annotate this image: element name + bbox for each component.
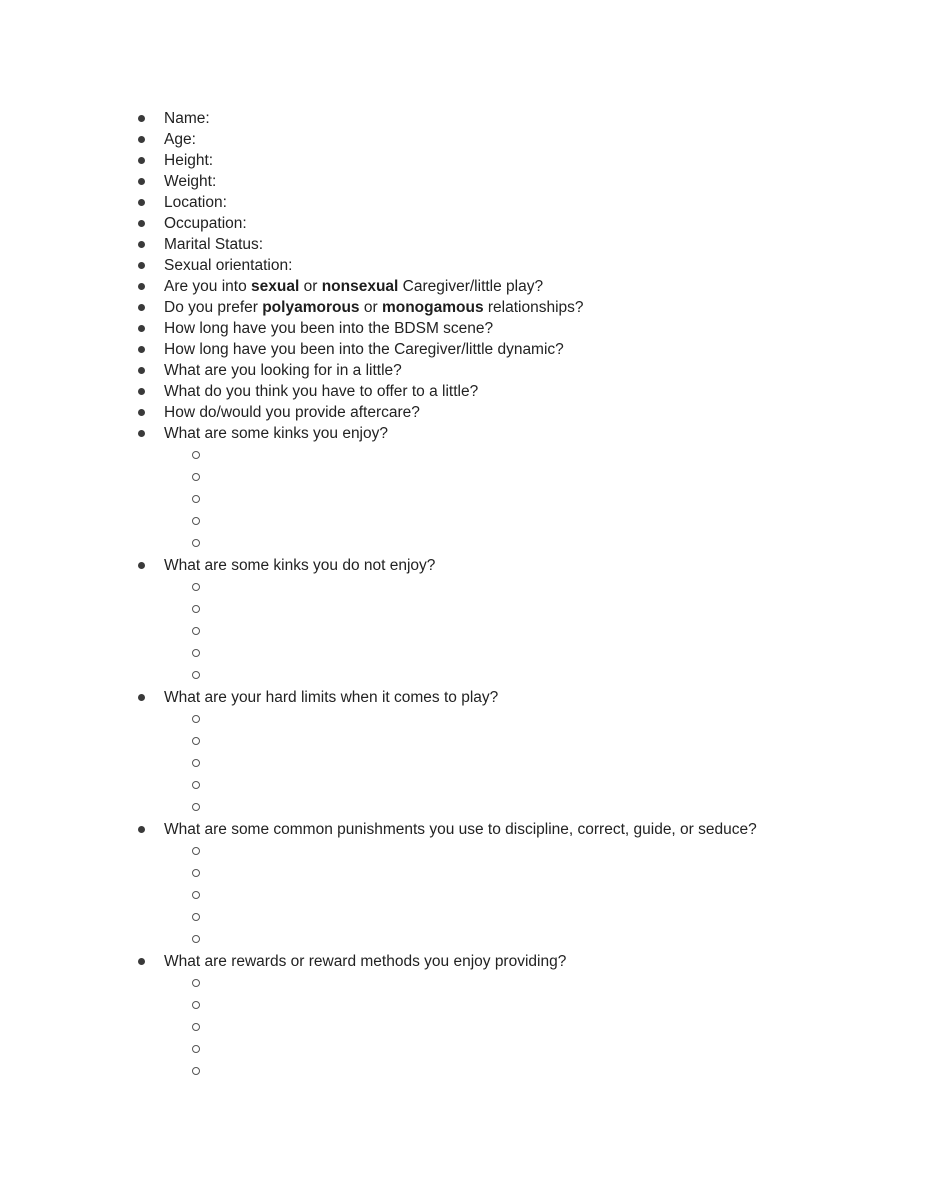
question-text: Occupation:	[164, 215, 247, 232]
question-item	[0, 360, 927, 381]
question-text: Age:	[164, 131, 196, 148]
question-text: What are some kinks you enjoy?	[164, 425, 388, 442]
bullet-icon	[138, 178, 145, 185]
question-text-segment: or	[299, 278, 322, 295]
answer-item	[164, 885, 927, 907]
question-text: What are some kinks you do not enjoy?	[164, 557, 436, 574]
bullet-icon	[138, 283, 145, 290]
hollow-bullet-icon	[192, 517, 200, 525]
answer-item	[164, 511, 927, 533]
answer-sublist	[164, 444, 927, 555]
bullet-icon	[138, 115, 145, 122]
question-text-segment: or	[359, 299, 382, 316]
hollow-bullet-icon	[192, 869, 200, 877]
bullet-icon	[138, 388, 145, 395]
question-item	[0, 255, 927, 276]
question-item	[0, 423, 927, 555]
bullet-icon	[138, 220, 145, 227]
question-text: How long have you been into the BDSM scene?	[164, 320, 494, 337]
question-item	[0, 819, 927, 951]
bullet-icon	[138, 826, 145, 833]
answer-item	[164, 489, 927, 511]
question-text: What are some common punishments you use to discipline, correct, guide, or seduce?	[164, 821, 757, 838]
bullet-icon	[138, 367, 145, 374]
answer-item	[164, 797, 927, 819]
answer-item	[164, 643, 927, 665]
question-text	[164, 278, 543, 295]
hollow-bullet-icon	[192, 781, 200, 789]
question-item	[0, 339, 927, 360]
question-item	[0, 213, 927, 234]
question-item	[0, 381, 927, 402]
answer-item	[164, 467, 927, 489]
answer-sublist	[164, 840, 927, 951]
bullet-icon	[138, 430, 145, 437]
answer-item	[164, 709, 927, 731]
hollow-bullet-icon	[192, 473, 200, 481]
hollow-bullet-icon	[192, 891, 200, 899]
hollow-bullet-icon	[192, 737, 200, 745]
hollow-bullet-icon	[192, 1045, 200, 1053]
hollow-bullet-icon	[192, 605, 200, 613]
hollow-bullet-icon	[192, 913, 200, 921]
answer-item	[164, 599, 927, 621]
hollow-bullet-icon	[192, 1023, 200, 1031]
answer-sublist	[164, 972, 927, 1083]
hollow-bullet-icon	[192, 583, 200, 591]
answer-item	[164, 929, 927, 951]
answer-item	[164, 973, 927, 995]
question-item	[0, 171, 927, 192]
bullet-icon	[138, 157, 145, 164]
question-text: Name:	[164, 110, 210, 127]
answer-item	[164, 1039, 927, 1061]
bullet-icon	[138, 304, 145, 311]
bullet-icon	[138, 346, 145, 353]
hollow-bullet-icon	[192, 935, 200, 943]
answer-item	[164, 907, 927, 929]
hollow-bullet-icon	[192, 979, 200, 987]
question-text-bold: polyamorous	[262, 299, 360, 316]
question-text: Weight:	[164, 173, 217, 190]
question-text-bold: monogamous	[381, 299, 484, 316]
bullet-icon	[138, 262, 145, 269]
question-text-segment: relationships?	[483, 299, 584, 316]
question-item	[0, 129, 927, 150]
question-text: Marital Status:	[164, 236, 264, 253]
hollow-bullet-icon	[192, 715, 200, 723]
question-item	[0, 297, 927, 318]
question-text-bold: sexual	[251, 278, 300, 295]
question-text: What are your hard limits when it comes to play?	[164, 689, 499, 706]
question-text: What are rewards or reward methods you enjoy providing?	[164, 953, 567, 970]
question-text: What are you looking for in a little?	[164, 362, 402, 379]
question-item	[0, 951, 927, 1083]
answer-item	[164, 1017, 927, 1039]
answer-item	[164, 753, 927, 775]
question-text-bold: nonsexual	[321, 278, 399, 295]
answer-item	[164, 863, 927, 885]
bullet-icon	[138, 562, 145, 569]
question-item	[0, 108, 927, 129]
question-item	[0, 276, 927, 297]
hollow-bullet-icon	[192, 649, 200, 657]
bullet-icon	[138, 136, 145, 143]
bullet-icon	[138, 325, 145, 332]
hollow-bullet-icon	[192, 803, 200, 811]
question-text: Location:	[164, 194, 227, 211]
question-text: Height:	[164, 152, 214, 169]
answer-sublist	[164, 708, 927, 819]
question-item	[0, 234, 927, 255]
hollow-bullet-icon	[192, 1001, 200, 1009]
hollow-bullet-icon	[192, 1067, 200, 1075]
bullet-icon	[138, 694, 145, 701]
question-text-segment: Do you prefer	[164, 299, 263, 316]
answer-item	[164, 533, 927, 555]
question-item	[0, 402, 927, 423]
question-text	[164, 299, 584, 316]
question-item	[0, 555, 927, 687]
bullet-icon	[138, 958, 145, 965]
question-text: Sexual orientation:	[164, 257, 293, 274]
question-item	[0, 318, 927, 339]
question-item	[0, 150, 927, 171]
questionnaire-list	[0, 108, 927, 1083]
answer-sublist	[164, 576, 927, 687]
bullet-icon	[138, 199, 145, 206]
answer-item	[164, 621, 927, 643]
question-item	[0, 687, 927, 819]
answer-item	[164, 841, 927, 863]
answer-item	[164, 995, 927, 1017]
question-text-segment: Caregiver/little play?	[398, 278, 544, 295]
question-text: How do/would you provide aftercare?	[164, 404, 420, 421]
question-text: How long have you been into the Caregiver/little dynamic?	[164, 341, 564, 358]
answer-item	[164, 731, 927, 753]
answer-item	[164, 665, 927, 687]
question-text-segment: Are you into	[164, 278, 252, 295]
hollow-bullet-icon	[192, 539, 200, 547]
answer-item	[164, 1061, 927, 1083]
answer-item	[164, 775, 927, 797]
bullet-icon	[138, 241, 145, 248]
question-item	[0, 192, 927, 213]
answer-item	[164, 577, 927, 599]
hollow-bullet-icon	[192, 495, 200, 503]
hollow-bullet-icon	[192, 847, 200, 855]
question-text: What do you think you have to offer to a little?	[164, 383, 479, 400]
hollow-bullet-icon	[192, 627, 200, 635]
hollow-bullet-icon	[192, 451, 200, 459]
hollow-bullet-icon	[192, 759, 200, 767]
hollow-bullet-icon	[192, 671, 200, 679]
answer-item	[164, 445, 927, 467]
bullet-icon	[138, 409, 145, 416]
